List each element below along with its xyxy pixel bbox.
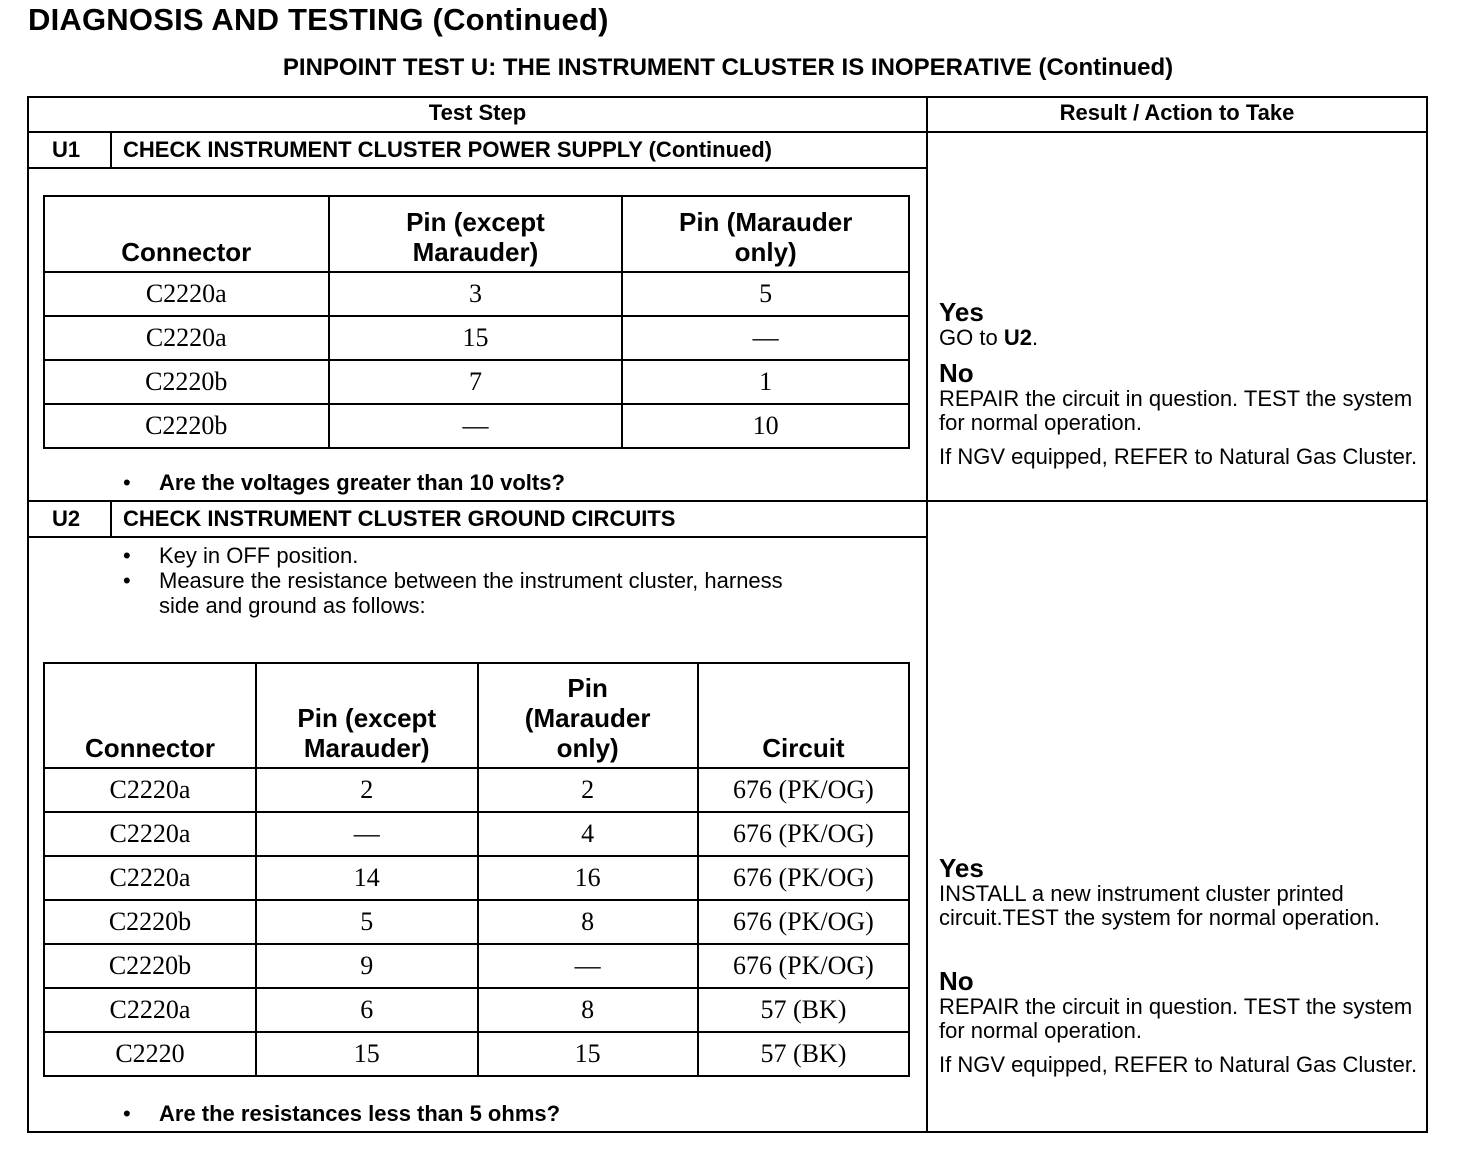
u2-yes-text: INSTALL a new instrument cluster printed circuit.TEST the system for normal operation.: [939, 881, 1380, 930]
pin-cell: 15: [329, 316, 623, 360]
connector-cell: C2220b: [44, 944, 256, 988]
pin-cell: 6: [256, 988, 478, 1032]
u1-no-text: REPAIR the circuit in question. TEST the system for normal operation.: [939, 386, 1413, 435]
connector-cell: C2220a: [44, 988, 256, 1032]
u1-question-text: Are the voltages greater than 10 volts?: [159, 470, 565, 495]
pin-cell: 15: [478, 1032, 698, 1076]
u2-step-number: U2: [52, 506, 81, 531]
u2-ngv-text: If NGV equipped, REFER to Natural Gas Cluster.: [939, 1052, 1418, 1077]
u2-step-title: CHECK INSTRUMENT CLUSTER GROUND CIRCUITS: [123, 506, 676, 531]
header-test-step: Test Step: [428, 100, 527, 125]
u2-col-pin-marauder: [478, 663, 698, 768]
u1-step-title: CHECK INSTRUMENT CLUSTER POWER SUPPLY (Continued): [123, 137, 773, 162]
pin-cell: 5: [256, 900, 478, 944]
table-row: [44, 272, 909, 316]
pin-cell: —: [622, 316, 909, 360]
circuit-cell: 57 (BK): [698, 1032, 909, 1076]
circuit-cell: 676 (PK/OG): [698, 768, 909, 812]
table-row: [44, 768, 909, 812]
u2-col-pin-except: [256, 663, 478, 768]
u2-col-connector: Connector: [44, 663, 256, 768]
pin-cell: 4: [478, 812, 698, 856]
connector-cell: C2220b: [44, 404, 329, 448]
table-row: [44, 812, 909, 856]
u1-yes-label: Yes: [939, 297, 984, 327]
u2-question-text: Are the resistances less than 5 ohms?: [159, 1101, 561, 1126]
connector-cell: C2220: [44, 1032, 256, 1076]
circuit-cell: 676 (PK/OG): [698, 944, 909, 988]
pin-cell: 2: [478, 768, 698, 812]
connector-cell: C2220a: [44, 812, 256, 856]
table-row: [44, 900, 909, 944]
table-row: [44, 360, 909, 404]
pin-cell: 16: [478, 856, 698, 900]
u1-no-label: No: [939, 358, 974, 388]
u2-col-pin-marauder-label: Pin (Marauder only): [524, 673, 651, 763]
pin-cell: 5: [622, 272, 909, 316]
table-row: [44, 316, 909, 360]
u2-result: [939, 855, 1419, 1077]
pin-cell: —: [478, 944, 698, 988]
u1-title-divider: [27, 167, 927, 169]
u1-num-divider: [110, 131, 112, 168]
connector-cell: C2220a: [44, 316, 329, 360]
u2-col-pin-except-label: Pin (except Marauder): [297, 703, 437, 763]
bullet-icon: •: [123, 470, 131, 495]
pin-cell: —: [256, 812, 478, 856]
u1-pin-table: [43, 195, 910, 449]
u1-yes-action: [939, 326, 1419, 350]
page-title: DIAGNOSIS AND TESTING (Continued): [28, 2, 609, 37]
pin-cell: 2: [256, 768, 478, 812]
u2-col-circuit: Circuit: [698, 663, 909, 768]
u1-col-pin-marauder: [622, 196, 909, 272]
circuit-cell: 676 (PK/OG): [698, 812, 909, 856]
u2-title-divider: [27, 536, 927, 538]
connector-cell: C2220a: [44, 272, 329, 316]
pin-cell: 8: [478, 988, 698, 1032]
circuit-cell: 57 (BK): [698, 988, 909, 1032]
u2-question: [123, 1101, 903, 1126]
u2-bullet-1-text: Key in OFF position.: [159, 543, 359, 568]
table-row: [44, 944, 909, 988]
pin-cell: 8: [478, 900, 698, 944]
circuit-cell: 676 (PK/OG): [698, 856, 909, 900]
u1-question: [123, 470, 903, 495]
u2-num-divider: [110, 500, 112, 537]
u2-bullet-2-cont: [123, 593, 903, 618]
pin-cell: —: [329, 404, 623, 448]
pin-cell: 15: [256, 1032, 478, 1076]
u1-col-pin-marauder-label: Pin (Marauder only): [678, 207, 853, 267]
u2-bullet-2-text: Measure the resistance between the instrument cluster, harness: [159, 568, 783, 593]
u1-yes-end: .: [1031, 325, 1039, 350]
table-row: [44, 404, 909, 448]
bullet-icon: •: [123, 1101, 131, 1126]
u1-yes-target: U2: [1003, 325, 1032, 350]
pin-cell: 3: [329, 272, 623, 316]
connector-cell: C2220a: [44, 856, 256, 900]
table-row: [44, 988, 909, 1032]
u2-yes-label: Yes: [939, 853, 984, 883]
u1-col-connector: Connector: [44, 196, 329, 272]
pin-cell: 10: [622, 404, 909, 448]
bullet-icon: •: [123, 568, 131, 593]
u2-pin-table: [43, 662, 910, 1077]
u2-no-text: REPAIR the circuit in question. TEST the system for normal operation.: [939, 994, 1413, 1043]
table-row: [44, 856, 909, 900]
connector-cell: C2220b: [44, 360, 329, 404]
step-divider: [27, 500, 1428, 502]
u1-col-pin-except-label: Pin (except Marauder): [406, 207, 545, 267]
pin-cell: 7: [329, 360, 623, 404]
u2-bullet-2-cont-text: side and ground as follows:: [159, 593, 426, 618]
header-result: Result / Action to Take: [1059, 100, 1295, 125]
u1-ngv-text: If NGV equipped, REFER to Natural Gas Cluster.: [939, 444, 1418, 469]
u2-bullet-1: [123, 543, 903, 568]
u2-no-label: No: [939, 966, 974, 996]
pin-cell: 9: [256, 944, 478, 988]
connector-cell: C2220b: [44, 900, 256, 944]
u1-step-number: U1: [52, 137, 81, 162]
u1-yes-text: GO to: [939, 325, 998, 350]
circuit-cell: 676 (PK/OG): [698, 900, 909, 944]
connector-cell: C2220a: [44, 768, 256, 812]
u2-bullet-2: [123, 568, 903, 593]
pin-cell: 1: [622, 360, 909, 404]
u1-result: [939, 299, 1419, 469]
table-row: [44, 1032, 909, 1076]
pin-cell: 14: [256, 856, 478, 900]
bullet-icon: •: [123, 543, 131, 568]
section-title: PINPOINT TEST U: THE INSTRUMENT CLUSTER IS INOPERATIVE (Continued): [282, 54, 1174, 81]
u1-col-pin-except: [329, 196, 623, 272]
header-divider: [27, 131, 1428, 133]
column-divider: [926, 96, 928, 1133]
